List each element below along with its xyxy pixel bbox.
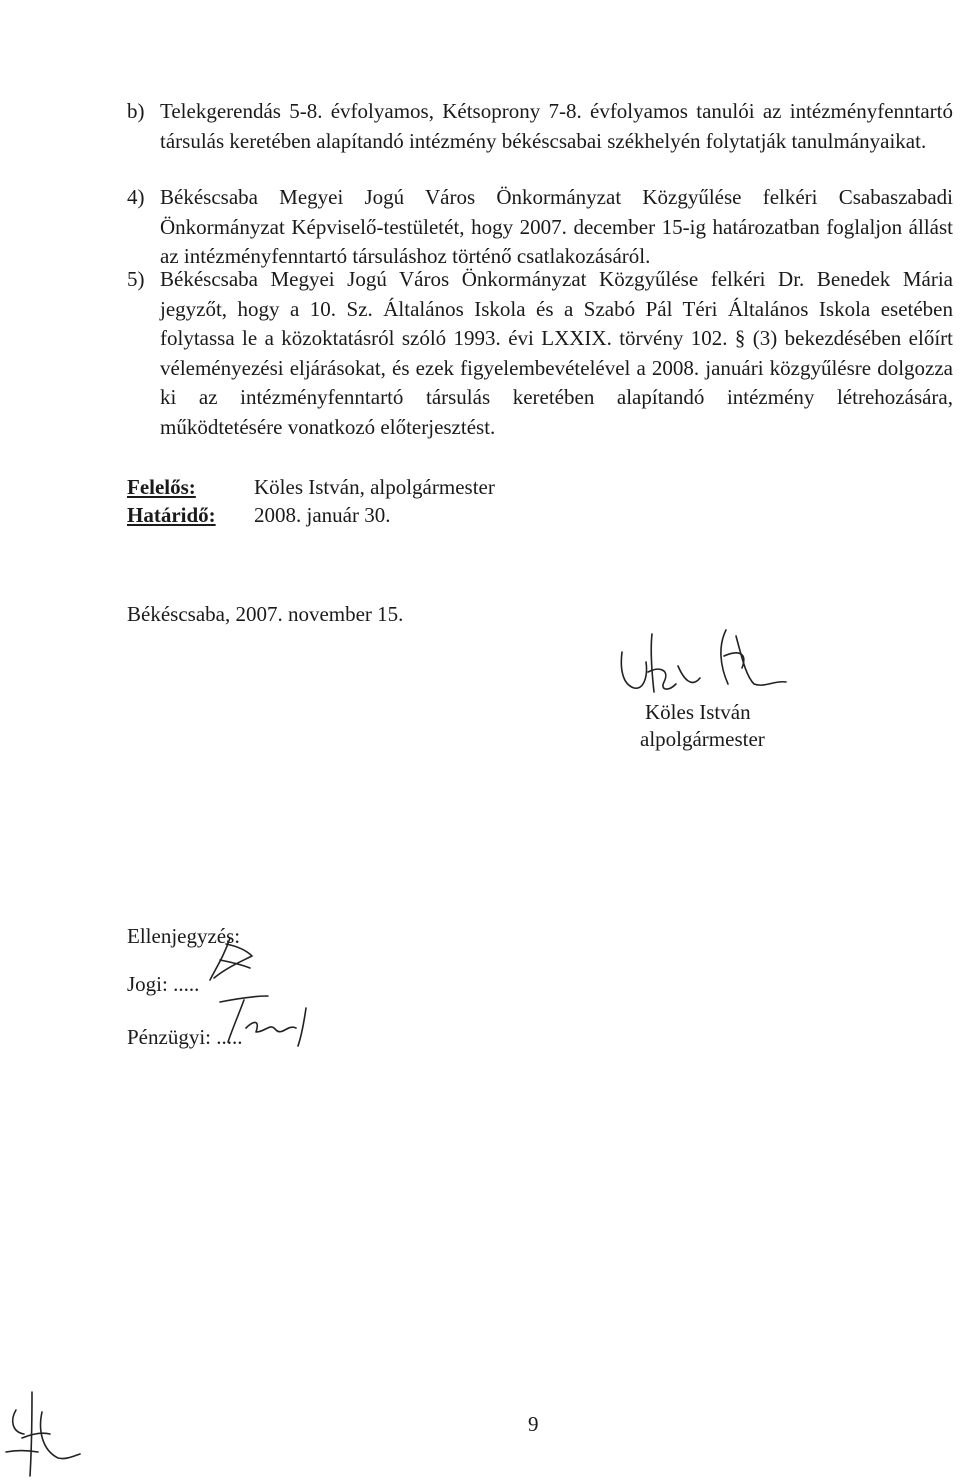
- responsible-value: Köles István, alpolgármester: [254, 475, 495, 499]
- margin-initials-mark: [2, 1386, 82, 1481]
- page-number: 9: [528, 1412, 539, 1436]
- item-5-marker: 5): [127, 267, 145, 291]
- countersign-heading: Ellenjegyzés:: [127, 924, 241, 948]
- item-b-marker: b): [127, 99, 145, 123]
- signatory-name: Köles István: [645, 700, 751, 724]
- signatory-title: alpolgármester: [640, 727, 765, 751]
- item-4-marker: 4): [127, 185, 145, 209]
- responsible-row: [127, 475, 196, 500]
- deadline-label: Határidő:: [127, 503, 216, 527]
- countersign-financial: Pénzügyi: .....: [127, 1025, 243, 1049]
- item-b-text: Telekgerendás 5-8. évfolyamos, Kétsoprony 7-8. évfolyamos tanulói az intézményfenntartó társulás keretében alapítandó intézmény békéscsabai székhelyén folytatják tanulmányaikat.: [160, 99, 953, 153]
- item-4-text: Békéscsaba Megyei Jogú Város Önkormányzat Közgyűlése felkéri Csabaszabadi Önkormányzat Képviselő-testületét, hogy 2007. december 15-ig határozatban foglaljon állást az intézményfenntartó társuláshoz történő csatlakozásáról.: [160, 185, 953, 268]
- place-date: Békéscsaba, 2007. november 15.: [127, 602, 404, 626]
- deadline-value: 2008. január 30.: [254, 503, 391, 527]
- responsible-label: Felelős:: [127, 475, 196, 499]
- signature-mark: [608, 622, 798, 702]
- deadline-row: [127, 503, 216, 528]
- countersign-legal: Jogi: .....: [127, 972, 200, 996]
- item-5-text: Békéscsaba Megyei Jogú Város Önkormányzat Közgyűlése felkéri Dr. Benedek Mária jegyzőt, hogy a 10. Sz. Általános Iskola és a Szabó Pál Téri Általános Iskola esetében folytassa le a közoktatásról szóló 1993. évi LXXIX. törvény 102. § (3) bekezdésében előírt véleményezési eljárásokat, és ezek figyelembevételével a 2008. januári közgyűlésre dolgozza ki az intézményfenntartó társulás keretében alapítandó intézmény létrehozására, működtetésére vonatkozó előterjesztést.: [160, 267, 953, 439]
